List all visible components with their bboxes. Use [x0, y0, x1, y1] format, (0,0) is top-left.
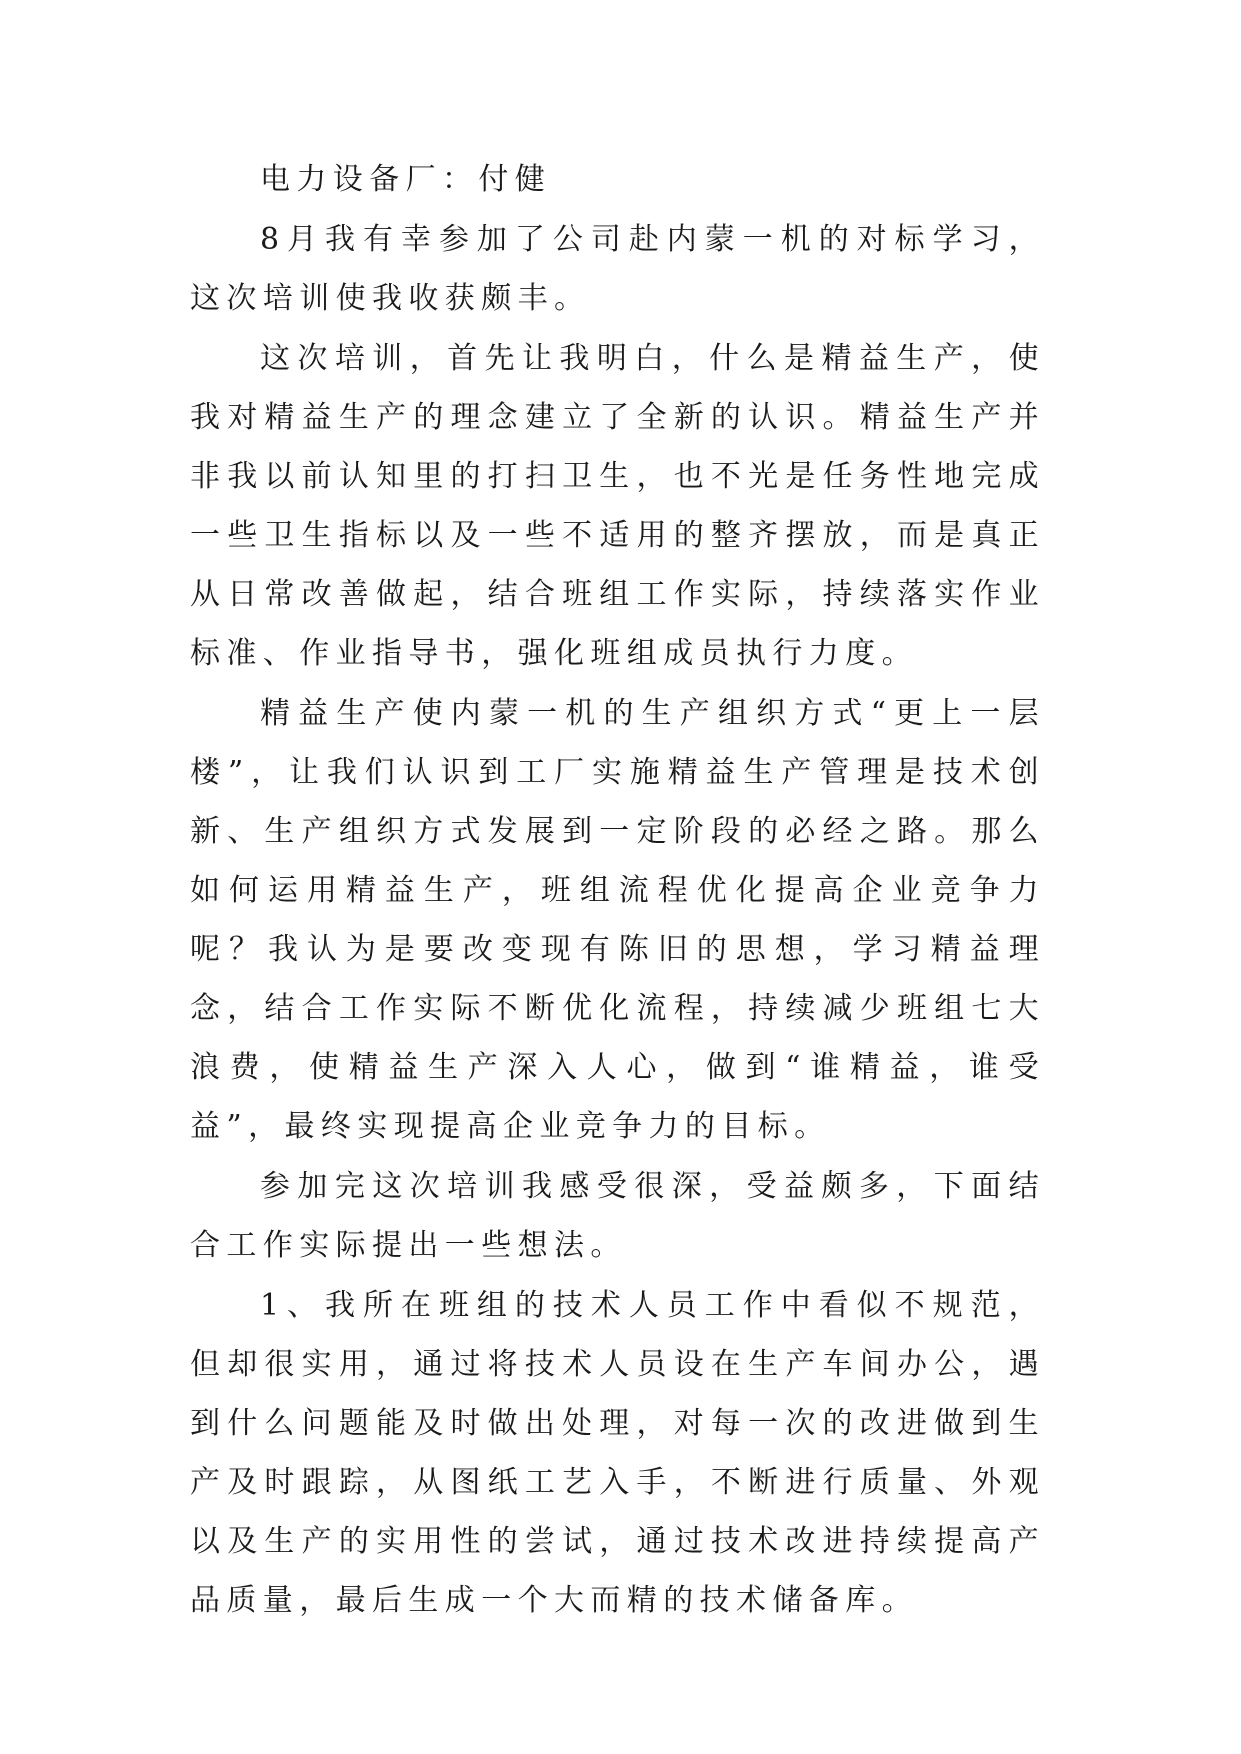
intro-paragraph: 8月我有幸参加了公司赴内蒙一机的对标学习，这次培训使我收获颇丰。 [190, 222, 1045, 316]
transition-paragraph: 参加完这次培训我感受很深，受益颇多，下面结合工作实际提出一些想法。 [190, 1169, 1045, 1263]
author-line: 电力设备厂：付健 [260, 162, 552, 197]
lean-understanding-paragraph: 这次培训，首先让我明白，什么是精益生产，使我对精益生产的理念建立了全新的认识。精益生产并非我以前认知里的打扫卫生，也不光是任务性地完成一些卫生指标以及一些不适用的整齐摆放，而是真正从日常改善做起，结合班组工作实际，持续落实作业标准、作业指导书，强化班组成员执行力度。 [190, 341, 1045, 671]
lean-significance-paragraph: 精益生产使内蒙一机的生产组织方式“更上一层楼”，让我们认识到工厂实施精益生产管理是技术创新、生产组织方式发展到一定阶段的必经之路。那么如何运用精益生产，班组流程优化提高企业竞争力呢？我认为是要改变现有陈旧的思想，学习精益理念，结合工作实际不断优化流程，持续减少班组七大浪费，使精益生产深入人心，做到“谁精益，谁受益”，最终实现提高企业竞争力的目标。 [190, 696, 1045, 1144]
point-one-paragraph: 1、我所在班组的技术人员工作中看似不规范，但却很实用，通过将技术人员设在生产车间办公，遇到什么问题能及时做出处理，对每一次的改进做到生产及时跟踪，从图纸工艺入手，不断进行质量、外观以及生产的实用性的尝试，通过技术改进持续提高产品质量，最后生成一个大而精的技术储备库。 [190, 1288, 1045, 1618]
